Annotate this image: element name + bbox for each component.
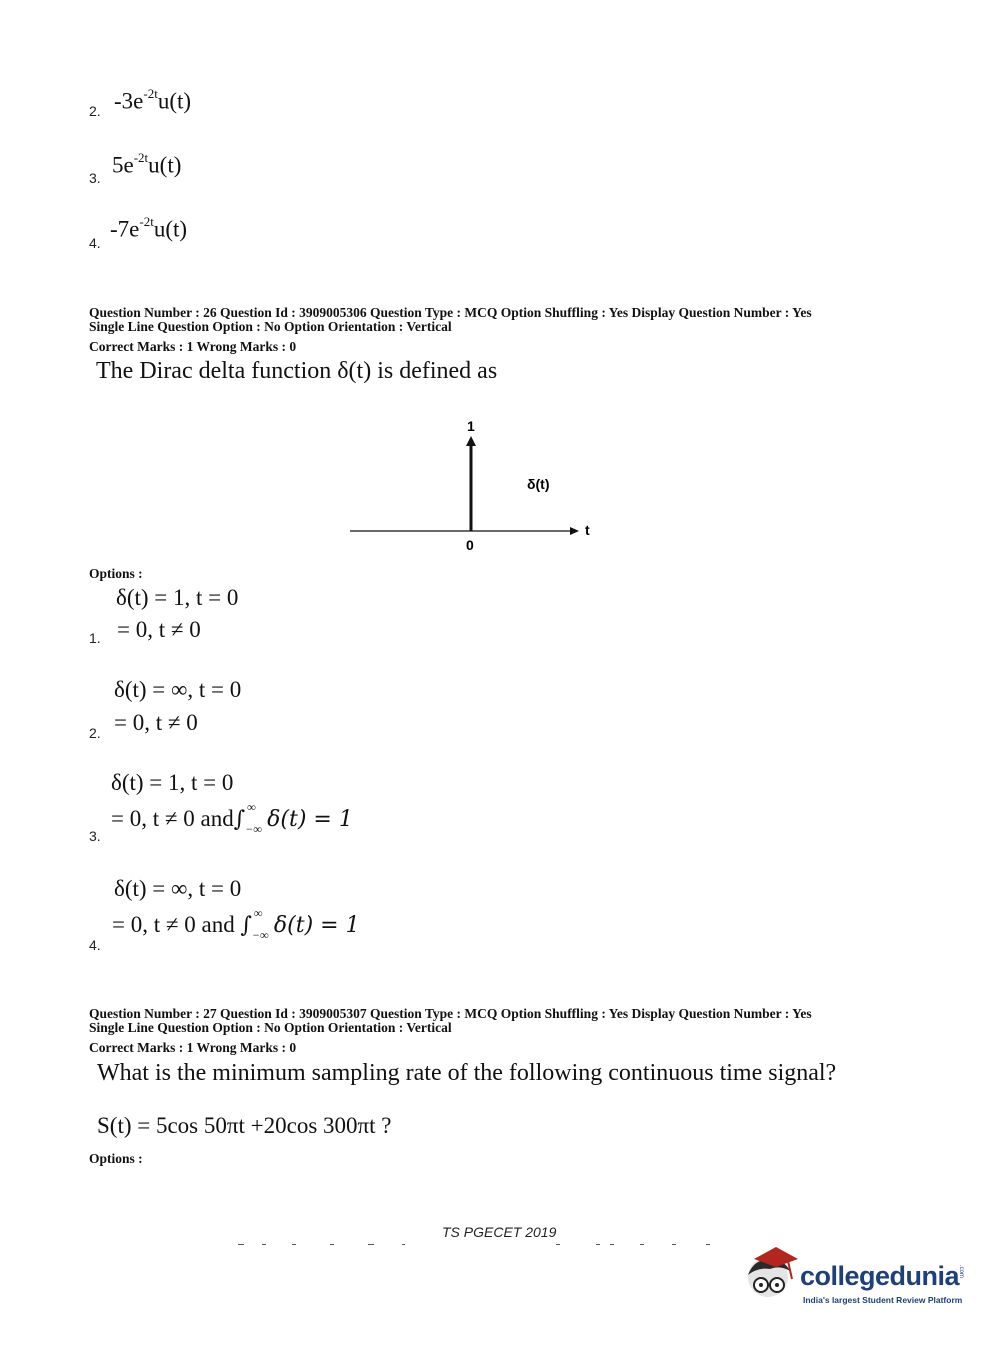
mascot-icon	[740, 1245, 800, 1307]
axis-arrow-icon	[570, 527, 579, 535]
option-number: 2.	[89, 103, 101, 119]
option-number: 4.	[89, 235, 101, 251]
question-meta: Question Number : 27 Question Id : 3909005307 Question Type : MCQ Option Shuffling : Yes Display Question Number : Yes	[89, 1006, 812, 1021]
options-label: Options :	[89, 1151, 143, 1166]
option-number: 1.	[89, 630, 101, 646]
option-1-line-1: δ(t) = 1, t = 0	[116, 585, 239, 610]
option-4-line-1: δ(t) = ∞, t = 0	[114, 876, 242, 901]
exam-footer: TS PGECET 2019	[442, 1224, 557, 1240]
impulse-arrow-icon	[466, 436, 476, 446]
question-text: The Dirac delta function δ(t) is defined as	[96, 358, 498, 384]
logo-wordmark: collegedunia	[800, 1261, 960, 1291]
options-label: Options :	[89, 566, 143, 581]
signal-equation: S(t) = 5cos 50πt +20cos 300πt ?	[97, 1113, 392, 1138]
question-marks: Correct Marks : 1 Wrong Marks : 0	[89, 1040, 297, 1055]
option-text: $-7e^{-2t}u(t)$	[110, 214, 188, 242]
impulse-height-label: 1	[467, 418, 475, 434]
question-text: What is the minimum sampling rate of the following continuous time signal?	[97, 1060, 837, 1086]
option-text: $-3e^{-2t}u(t)$	[114, 86, 192, 114]
dirac-delta-figure	[340, 410, 610, 560]
option-4-line-2: = 0, t ≠ 0 and ∫ ∞ −∞ δ(t) = 1	[112, 906, 360, 942]
logo-tagline: India's largest Student Review Platform	[803, 1295, 963, 1305]
option-number: 3.	[89, 828, 101, 844]
option-2-line-1: δ(t) = ∞, t = 0	[114, 677, 242, 702]
question-marks: Correct Marks : 1 Wrong Marks : 0	[89, 339, 297, 354]
option-number: 2.	[89, 725, 101, 741]
question-meta-2: Single Line Question Option : No Option Orientation : Vertical	[89, 319, 452, 334]
option-number: 4.	[89, 937, 101, 953]
option-number: 3.	[89, 170, 101, 186]
option-3-line-1: δ(t) = 1, t = 0	[111, 770, 234, 795]
option-text: $5e^{-2t}u(t)$	[112, 150, 182, 178]
collegedunia-logo[interactable]	[740, 1245, 970, 1315]
origin-label: 0	[466, 537, 474, 553]
option-2-line-2: = 0, t ≠ 0	[114, 710, 198, 735]
axis-label: t	[585, 522, 590, 538]
impulse-label: δ(t)	[527, 476, 550, 492]
option-3-line-2: = 0, t ≠ 0 and∫ ∞ −∞ δ(t) = 1	[111, 800, 353, 836]
question-meta-2: Single Line Question Option : No Option Orientation : Vertical	[89, 1020, 452, 1035]
option-1-line-2: = 0, t ≠ 0	[117, 617, 201, 642]
logo-suffix: .com	[958, 1265, 964, 1279]
question-meta: Question Number : 26 Question Id : 3909005306 Question Type : MCQ Option Shuffling : Yes Display Question Number : Yes	[89, 305, 812, 320]
